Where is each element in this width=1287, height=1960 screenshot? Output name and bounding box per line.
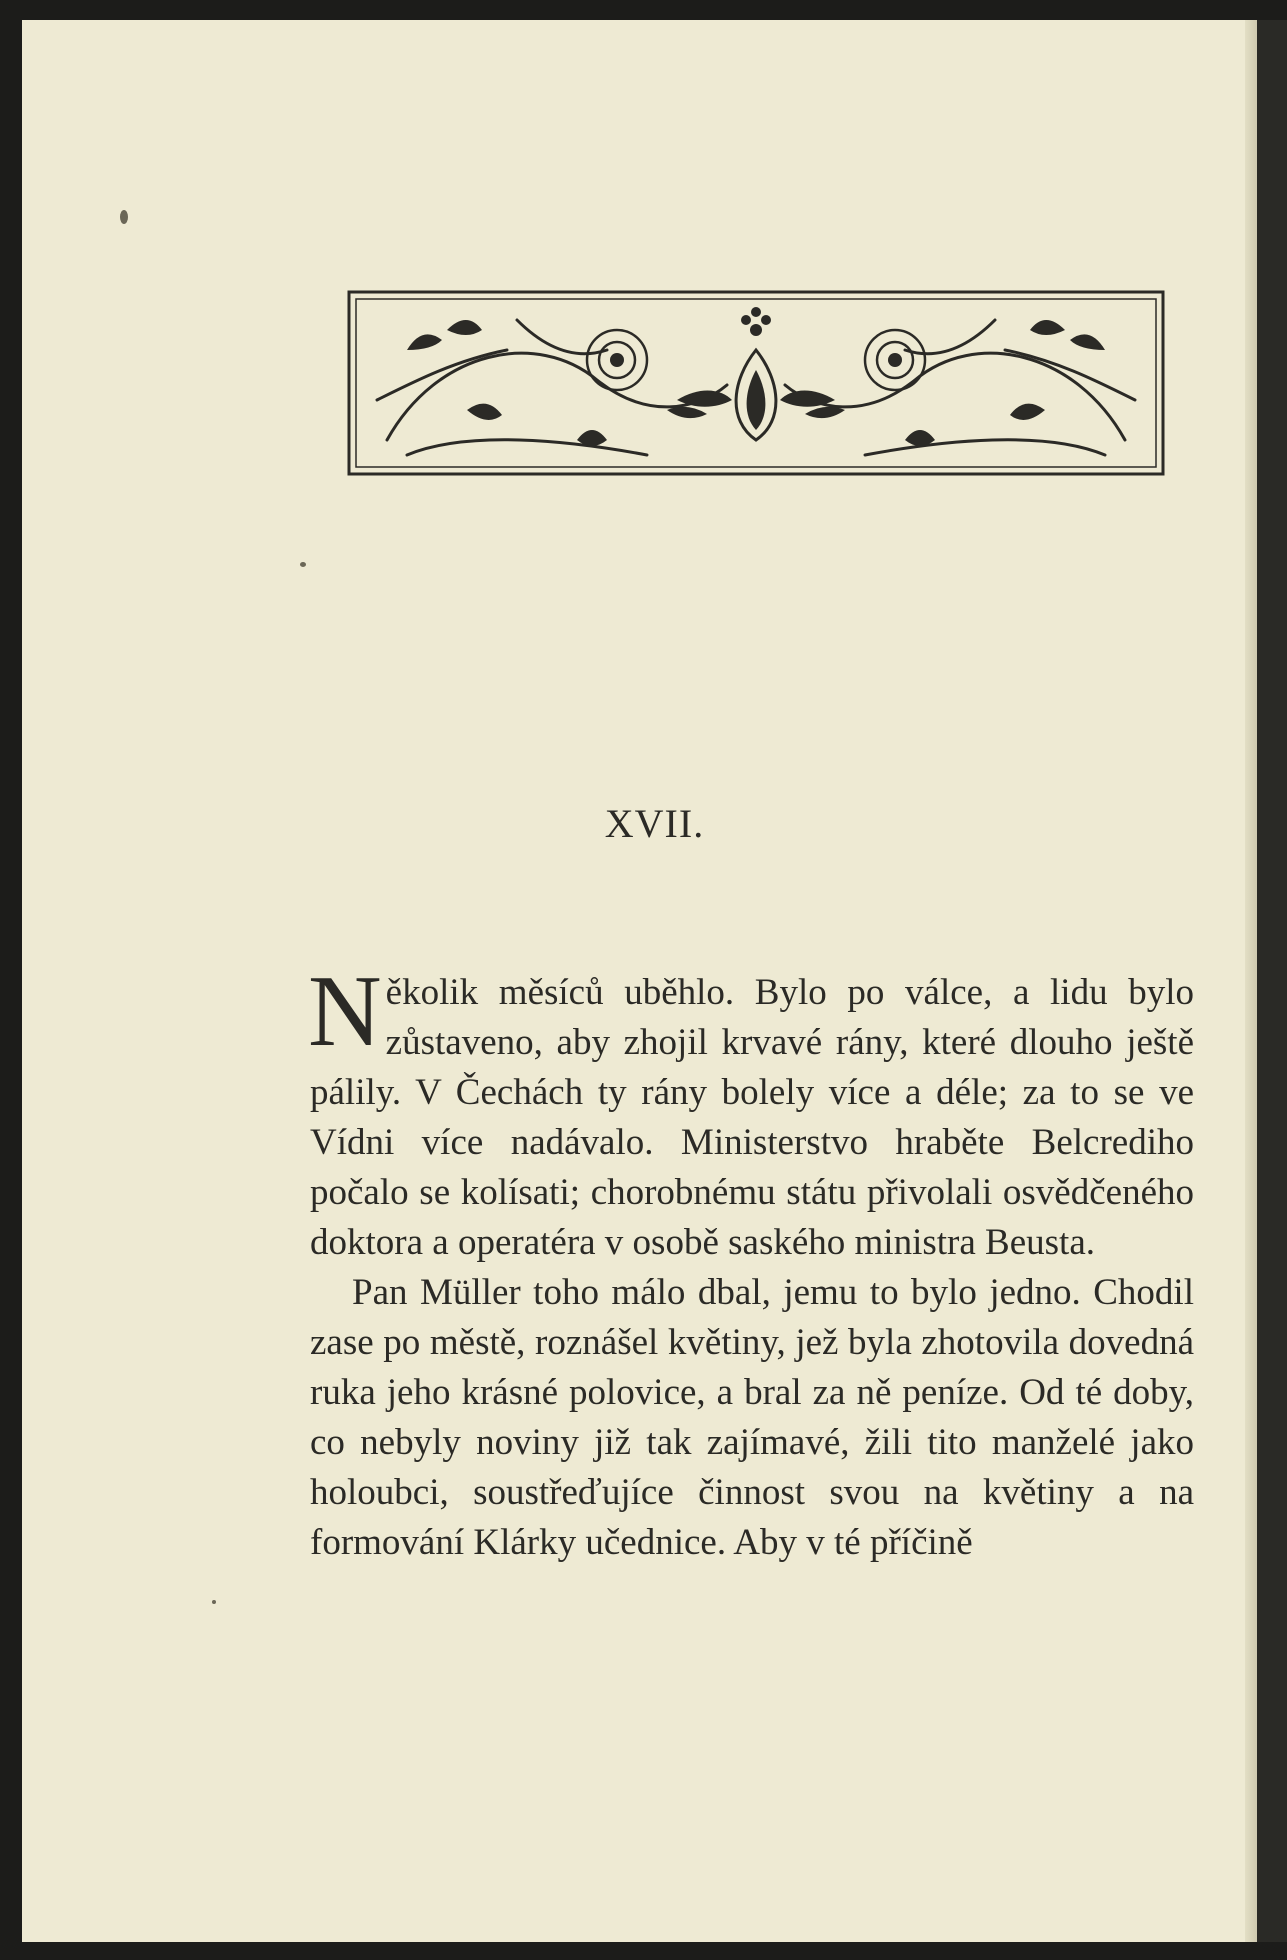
paper-speck (120, 210, 128, 224)
floral-headpiece-icon (347, 290, 1165, 476)
page-binding-edge (1257, 20, 1287, 1942)
paper-speck (212, 1600, 216, 1604)
chapter-number: XVII. (604, 801, 705, 846)
drop-cap: N (308, 955, 382, 1068)
paper-speck (300, 562, 306, 567)
body-text (308, 955, 1194, 1568)
paragraph-1 (308, 955, 1194, 1268)
page-edge-shadow (1245, 20, 1257, 1942)
paragraph-1-text: ěkolik měsíců uběhlo. Bylo po válce, a lidu bylo zůstaveno, aby zhojil krvavé rány, které dlouho ještě pálily. V Čechách ty rány bolely více a déle; za to se ve Vídni více nadávalo. Ministerstvo hraběte Belcrediho počalo se kolísati; chorobnému státu přivolali osvědčeného doktora a operatéra v osobě saského ministra Beusta. (310, 972, 1194, 1263)
paragraph-2: Pan Müller toho málo dbal, jemu to bylo jedno. Chodil zase po městě, roznášel květiny, jež byla zhotovila dovedná ruka jeho krásné polovice, a bral za ně peníze. Od té doby, co nebyly noviny již tak zajímavé, žili tito manželé jako holoubci, soustřeďujíce činnost svou na květiny a na formování Klárky učednice. Aby v té příčině (310, 1272, 1194, 1563)
